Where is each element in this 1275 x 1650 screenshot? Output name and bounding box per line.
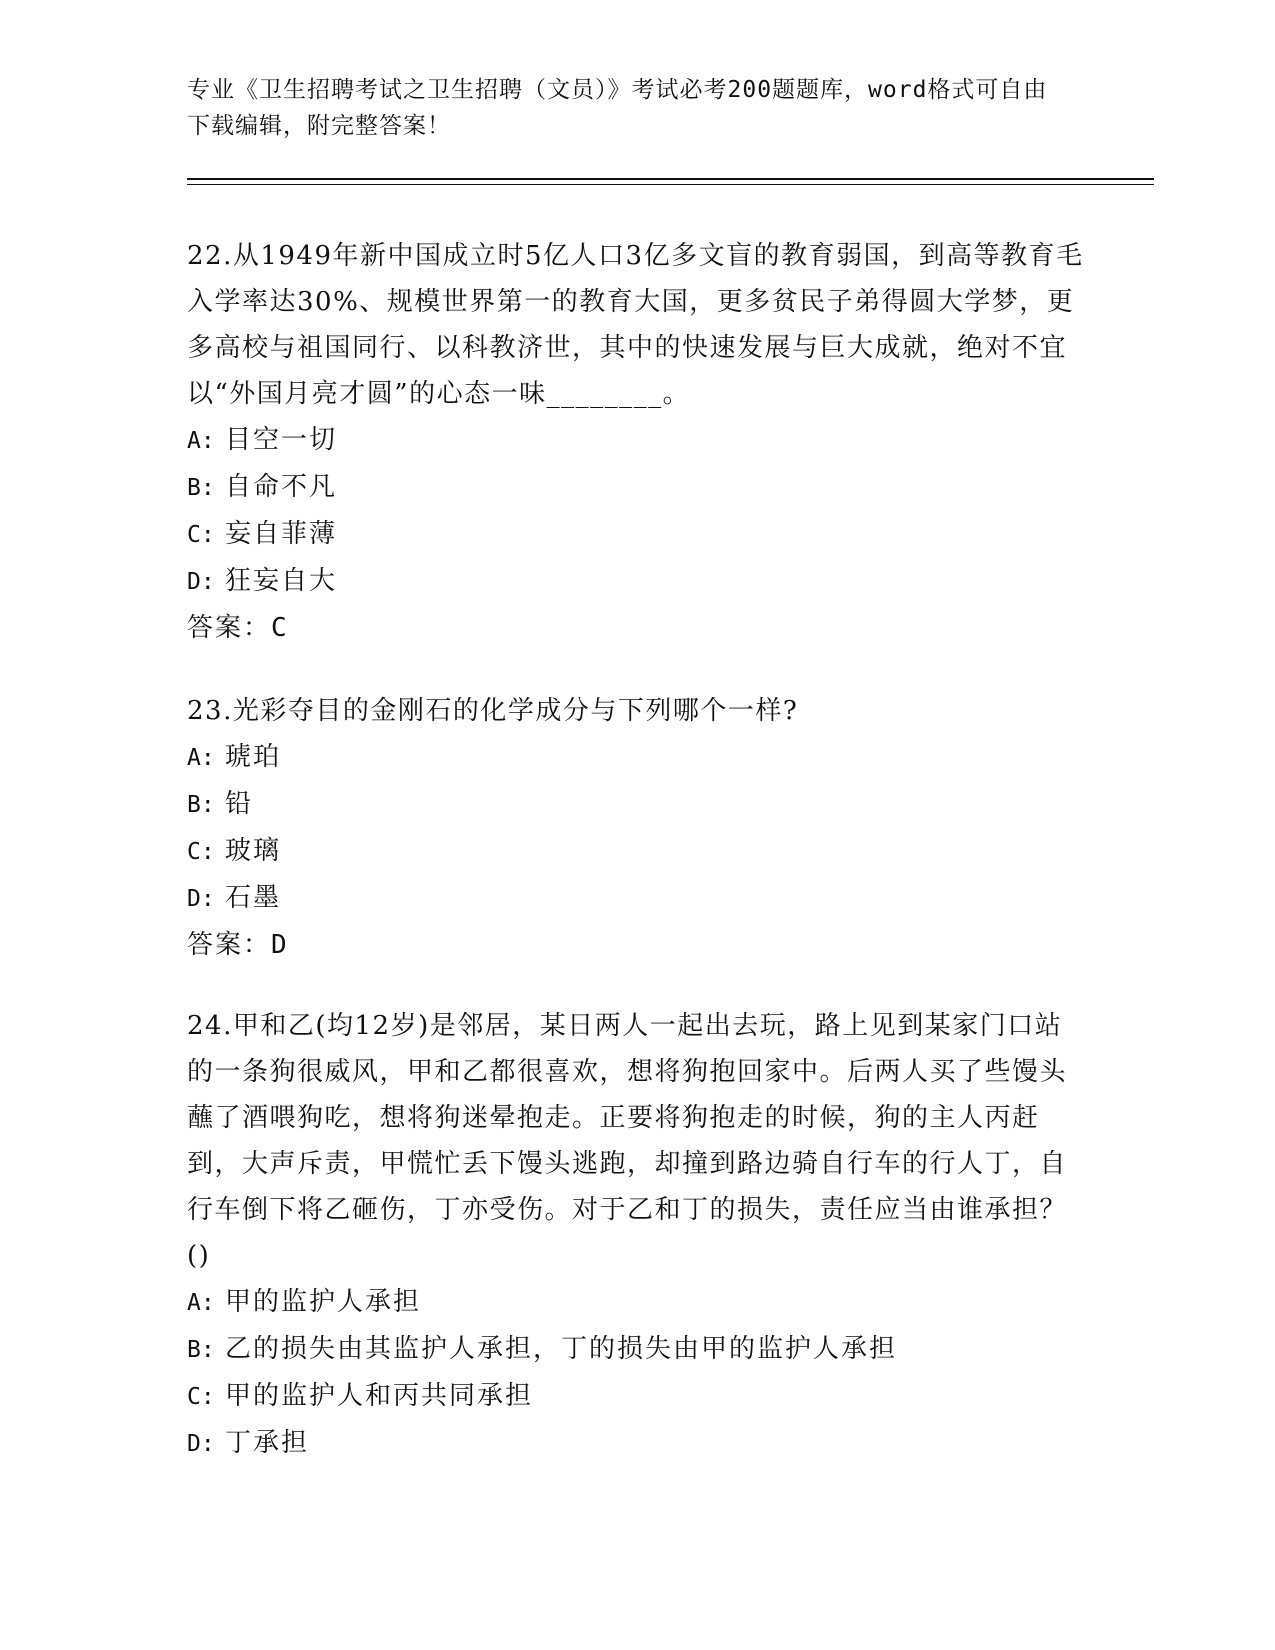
option-a xyxy=(187,1279,1087,1326)
option-c xyxy=(187,828,1087,875)
option-c xyxy=(187,1373,1087,1420)
header-divider-thick xyxy=(187,178,1154,180)
answer-line: 答案：D xyxy=(187,930,289,960)
option-key: C: xyxy=(187,839,215,865)
option-text: 甲的监护人承担 xyxy=(224,1287,421,1317)
option-b xyxy=(187,464,1087,511)
option-key: D: xyxy=(187,886,215,912)
option-text: 甲的监护人和丙共同承担 xyxy=(224,1381,533,1411)
option-a xyxy=(187,734,1087,781)
document-title: 专业《卫生招聘考试之卫生招聘（文员）》考试必考200题题库，word格式可自由下载编辑，附完整答案！ xyxy=(187,77,1048,139)
question-22 xyxy=(187,233,1087,651)
option-text: 石墨 xyxy=(224,883,281,913)
option-text: 丁承担 xyxy=(224,1428,309,1458)
option-b xyxy=(187,1326,1087,1373)
option-key: B: xyxy=(187,792,215,818)
option-text: 玻璃 xyxy=(224,836,281,866)
option-key: A: xyxy=(187,428,215,454)
option-d xyxy=(187,1420,1087,1467)
option-d xyxy=(187,558,1087,605)
option-a xyxy=(187,417,1087,464)
question-stem: 24.甲和乙(均12岁)是邻居，某日两人一起出去玩，路上见到某家门口站的一条狗很威风，甲和乙都很喜欢，想将狗抱回家中。后两人买了些馒头蘸了酒喂狗吃，想将狗迷晕抱走。正要将狗抱走的时候，狗的主人丙赶到，大声斥责，甲慌忙丢下馒头逃跑，却撞到路边骑自行车的行人丁，自行车倒下将乙砸伤，丁亦受伤。对于乙和丁的损失，责任应当由谁承担？() xyxy=(187,1011,1068,1271)
option-key: C: xyxy=(187,1384,215,1410)
option-b xyxy=(187,781,1087,828)
option-key: C: xyxy=(187,522,215,548)
option-text: 琥珀 xyxy=(224,742,281,772)
option-d xyxy=(187,875,1087,922)
question-stem: 23.光彩夺目的金刚石的化学成分与下列哪个一样? xyxy=(187,696,799,726)
option-key: B: xyxy=(187,475,215,501)
option-text: 目空一切 xyxy=(224,425,337,455)
answer-line: 答案：C xyxy=(187,613,289,643)
option-text: 狂妄自大 xyxy=(224,566,337,596)
question-23 xyxy=(187,688,1087,968)
option-key: D: xyxy=(187,1431,215,1457)
header-divider-thin xyxy=(187,184,1154,185)
option-key: A: xyxy=(187,745,215,771)
option-key: B: xyxy=(187,1337,215,1363)
option-text: 乙的损失由其监护人承担，丁的损失由甲的监护人承担 xyxy=(224,1334,897,1364)
option-text: 铅 xyxy=(224,789,253,819)
option-text: 妄自菲薄 xyxy=(224,519,337,549)
document-header xyxy=(187,72,1067,144)
option-key: A: xyxy=(187,1290,215,1316)
question-stem: 22.从1949年新中国成立时5亿人口3亿多文盲的教育弱国，到高等教育毛入学率达30%、规模世界第一的教育大国，更多贫民子弟得圆大学梦，更多高校与祖国同行、以科教济世，其中的快速发展与巨大成就，绝对不宜以“外国月亮才圆”的心态一味________。 xyxy=(187,241,1084,409)
question-24 xyxy=(187,1003,1087,1467)
option-c xyxy=(187,511,1087,558)
option-key: D: xyxy=(187,569,215,595)
option-text: 自命不凡 xyxy=(224,472,337,502)
